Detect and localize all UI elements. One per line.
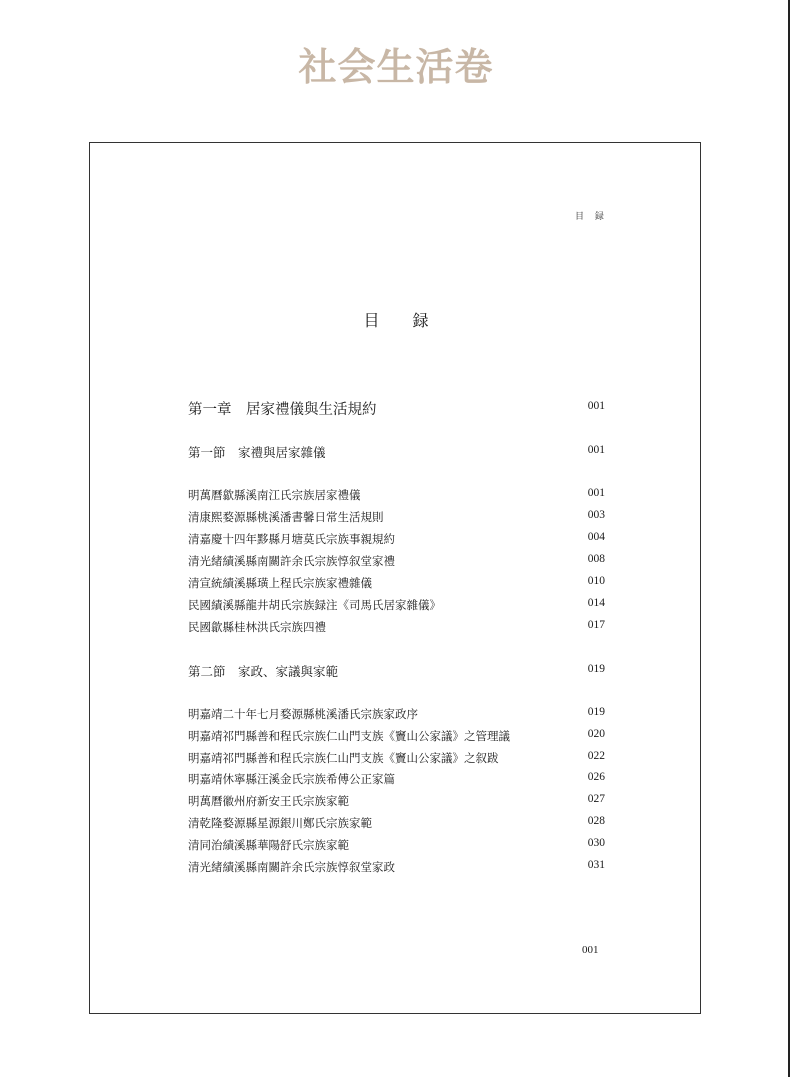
- toc-section-row: [188, 443, 608, 463]
- toc-page-number: 003: [587, 509, 605, 521]
- toc-page-number: 001: [587, 487, 605, 499]
- toc-page-number: 031: [587, 859, 605, 871]
- toc-entry-title: 明萬曆歙縣溪南江氏宗族居家禮儀: [188, 488, 361, 502]
- toc-page-number: 014: [587, 597, 605, 609]
- toc-page-number: 026: [587, 771, 605, 783]
- toc-entry-row: [188, 509, 608, 529]
- toc-entry-row: [188, 750, 608, 770]
- toc-page-number: 027: [587, 793, 605, 805]
- toc-page-number: 019: [587, 663, 605, 675]
- toc-entry-title: 明萬曆徽州府新安王氏宗族家範: [188, 794, 349, 808]
- toc-entry-title: 清乾隆婺源縣星源銀川鄭氏宗族家範: [188, 816, 372, 830]
- toc-entry-row: [188, 728, 608, 748]
- toc-entry-title: 民國績溪縣龍井胡氏宗族録注《司馬氏居家雜儀》: [188, 598, 441, 612]
- toc-entry-title: 民國歙縣桂林洪氏宗族四禮: [188, 620, 326, 634]
- toc-page-number: 030: [587, 837, 605, 849]
- toc-entry-title: 清光緒績溪縣南關許余氏宗族惇叙堂家政: [188, 860, 395, 874]
- toc-entry-title: 清康熙婺源縣桃溪潘書馨日常生活規則: [188, 510, 384, 524]
- volume-title: 社会生活卷: [298, 44, 494, 89]
- toc-entry-title: 清同治績溪縣華陽舒氏宗族家範: [188, 838, 349, 852]
- toc-page-number: 008: [587, 553, 605, 565]
- toc-page-number: 004: [587, 531, 605, 543]
- toc-section-title: 第一節 家禮與居家雜儀: [188, 445, 326, 460]
- toc-page-number: 010: [587, 575, 605, 587]
- toc-page-number: 020: [587, 728, 605, 740]
- toc-entry-row: [188, 837, 608, 857]
- toc-entry-row: [188, 815, 608, 835]
- toc-entry-title: 明嘉靖祁門縣善和程氏宗族仁山門支族《竇山公家議》之叙跋: [188, 751, 499, 765]
- toc-heading: 目 録: [363, 311, 443, 330]
- toc-chapter-title: 第一章 居家禮儀與生活規約: [188, 402, 377, 418]
- toc-entry-title: 明嘉靖休寧縣汪溪金氏宗族希傅公正家篇: [188, 772, 395, 786]
- toc-entry-row: [188, 619, 608, 639]
- toc-entry-row: [188, 597, 608, 617]
- page-folio: 001: [582, 944, 599, 956]
- toc-page-number: 019: [587, 706, 605, 718]
- right-edge-rule: [788, 0, 790, 1077]
- toc-entry-row: [188, 575, 608, 595]
- toc-entry-title: 清光緒績溪縣南關許余氏宗族惇叙堂家禮: [188, 554, 395, 568]
- toc-entry-row: [188, 771, 608, 791]
- toc-section-row: [188, 662, 608, 682]
- toc-page-number: 028: [587, 815, 605, 827]
- toc-entry-row: [188, 531, 608, 551]
- toc-page-number: 022: [587, 750, 605, 762]
- toc-entry-row: [188, 487, 608, 507]
- running-head: 目 録: [575, 212, 608, 222]
- toc-entry-row: [188, 706, 608, 726]
- toc-page-number: 017: [587, 619, 605, 631]
- toc-entry-title: 明嘉靖祁門縣善和程氏宗族仁山門支族《竇山公家議》之管理議: [188, 729, 510, 743]
- toc-page-number: 001: [587, 400, 605, 412]
- toc-entry-title: 清宣統績溪縣璜上程氏宗族家禮雜儀: [188, 576, 372, 590]
- toc-chapter-row: [188, 398, 608, 418]
- toc-entry-title: 明嘉靖二十年七月婺源縣桃溪潘氏宗族家政序: [188, 707, 418, 721]
- toc-entry-title: 清嘉慶十四年黟縣月塘莫氏宗族事親規約: [188, 532, 395, 546]
- toc-entry-row: [188, 553, 608, 573]
- toc-entry-row: [188, 793, 608, 813]
- toc-entry-row: [188, 859, 608, 879]
- toc-page-number: 001: [587, 444, 605, 456]
- toc-section-title: 第二節 家政、家議與家範: [188, 664, 339, 679]
